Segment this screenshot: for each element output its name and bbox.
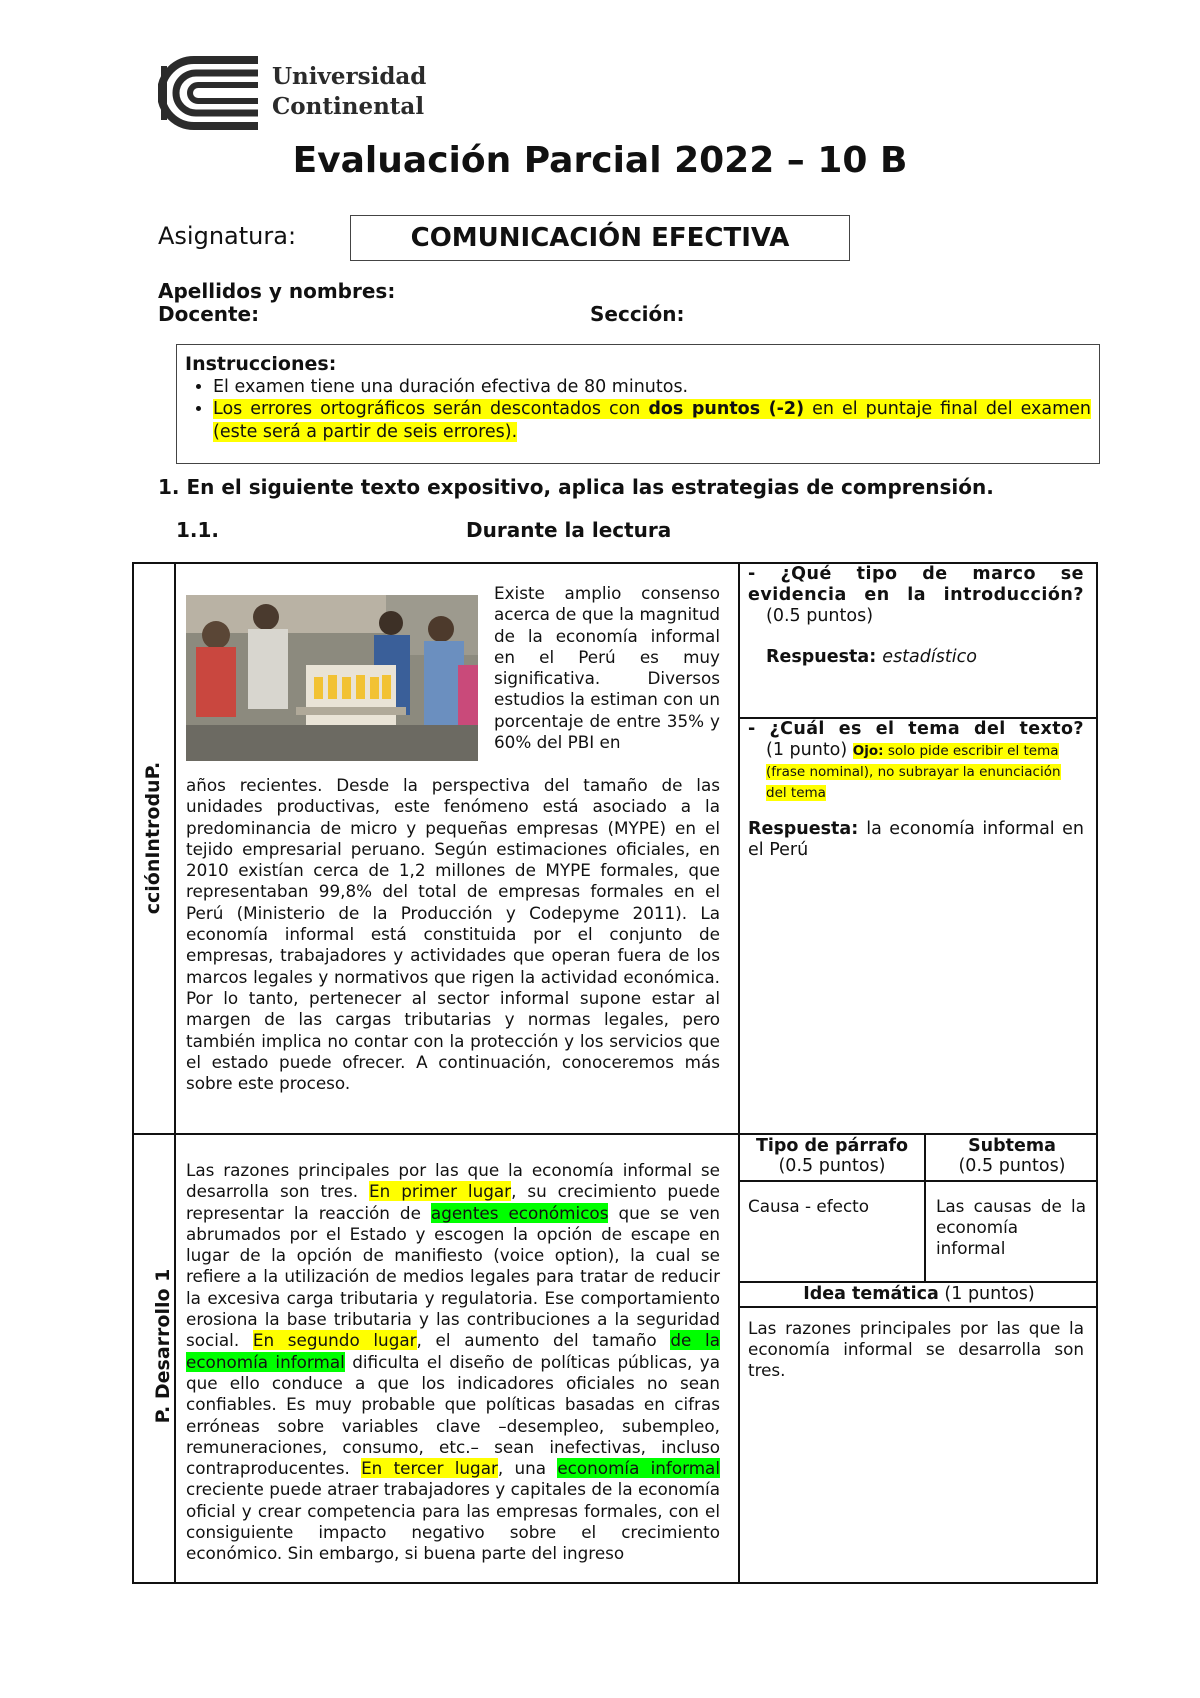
page-title: Evaluación Parcial 2022 – 10 B [292, 140, 908, 181]
tipo-header [740, 1136, 924, 1176]
instructions-box [176, 344, 1100, 464]
logo-line-1: Universidad [272, 63, 427, 90]
tipo-value: Causa - efecto [748, 1196, 870, 1216]
instruction-text: en el puntaje final del examen (este será a partir de seis errores). [213, 399, 1092, 442]
asignatura-value: COMUNICACIÓN EFECTIVA [350, 215, 850, 261]
instruction-item [213, 398, 1091, 443]
answer-marco [748, 647, 1084, 668]
ojo-text: solo pide escribir el tema (frase nominal), no subrayar la enunciación del tema [766, 743, 1061, 801]
table-divider [738, 1281, 1098, 1283]
question-tema-text: - ¿Cuál es el tema del texto? [748, 719, 1084, 739]
docente-label: Docente: [158, 302, 260, 326]
street-vendor-photo [186, 595, 478, 761]
question-marco-text: - ¿Qué tipo de marco se evidencia en la introducción? [748, 564, 1084, 605]
desarrollo-text: , el aumento del tamaño [416, 1330, 671, 1351]
connector-highlight: En primer lugar [369, 1181, 512, 1202]
instructions-list [185, 376, 1091, 444]
referent-highlight: economía informal [557, 1458, 721, 1479]
desarrollo-text: , una [497, 1458, 558, 1479]
table-divider [738, 1180, 1098, 1182]
question-tema-points-text: (1 punto) [766, 740, 853, 760]
answer-tema [748, 819, 1084, 861]
answer-label: Respuesta: [748, 819, 867, 839]
table-divider [738, 1306, 1098, 1308]
answer-label: Respuesta: [766, 647, 883, 667]
desarrollo-text: dificulta el diseño de políticas públicas, ya que ello conduce a que los indicadores oficiales no sean confiables. Es muy probable que políticas basadas en cifras erróneas sobre variables clave –desempleo, subempleo, remuneraciones, consumo, etc.– sean inefectivas, incluso contraproducentes. [186, 1351, 720, 1479]
referent-highlight: de la economía informal [186, 1330, 720, 1372]
instruction-item [213, 376, 1091, 399]
intro-paragraph-wrap: Existe amplio consenso acerca de que la magnitud de la economía informal en el Perú es muy significativa. Diversos estudios la estiman con un porcentaje de entre 35% y 60% del PBI en [494, 583, 720, 753]
connector-highlight: En tercer lugar [361, 1458, 498, 1479]
question-tema-points [748, 740, 1084, 803]
asignatura-label: Asignatura: [158, 222, 297, 250]
idea-header-points: (1 puntos) [938, 1284, 1035, 1304]
logo-line-2: Continental [272, 93, 425, 120]
question-marco-points: (0.5 puntos) [766, 606, 874, 626]
question-tema [748, 719, 1084, 861]
side-label-introduccion: cciónIntroduP. [142, 761, 164, 915]
question-marco [748, 564, 1084, 668]
desarrollo-text: Las razones principales por las que la economía informal se desarrolla son tres. [186, 1160, 720, 1202]
instruction-text: Los errores ortográficos serán descontados con [213, 399, 649, 419]
question-1-1-title: Durante la lectura [466, 518, 672, 542]
desarrollo-text: creciente puede atraer trabajadores y capitales de la economía oficial y crear competencia para las empresas formales, con el consiguiente impacto negativo sobre el crecimiento económico. Sin embargo, si buena parte del ingreso [186, 1479, 720, 1564]
subtema-header-points: (0.5 puntos) [958, 1156, 1066, 1176]
seccion-label: Sección: [590, 302, 685, 326]
referent-highlight: agentes económicos [430, 1202, 609, 1223]
desarrollo-text: , su crecimiento puede representar la reacción de [186, 1181, 721, 1223]
subtema-value: Las causas de la economía informal [936, 1196, 1086, 1258]
tipo-header-title: Tipo de párrafo [755, 1136, 909, 1156]
question-1: 1. En el siguiente texto expositivo, aplica las estrategias de comprensión. [158, 475, 994, 499]
logo-text [272, 62, 426, 122]
idea-header [740, 1284, 1098, 1305]
connector-highlight: En segundo lugar [252, 1330, 417, 1351]
table-divider [738, 562, 740, 1584]
ojo-label: Ojo: [852, 743, 884, 759]
tipo-header-points: (0.5 puntos) [778, 1156, 886, 1176]
answer-tema-value: la economía informal en el Perú [748, 819, 1085, 860]
intro-paragraph: años recientes. Desde la perspectiva del tamaño de las unidades productivas, este fenómeno está asociado a la predominancia de micro y pequeñas empresas (MYPE) en el tejido empresarial peruano. Según estimaciones oficiales, en 2010 existían cerca de 1,2 millones de MYPE formales, que representaban 99,8% del total de empresas formales en el Perú (Ministerio de la Producción y Codepyme 2011). La economía informal está constituida por el conjunto de empresas, trabajadores y actividades que operan fuera de los marcos legales y normativos que rigen la actividad económica. Por lo tanto, pertenecer al sector informal supone estar al margen de las cargas tributarias y normas legales, pero también implica no contar con la protección y los servicios que el estado puede ofrecer. A continuación, conoceremos más sobre este proceso. [186, 775, 720, 1094]
idea-header-title: Idea temática [803, 1284, 939, 1304]
idea-value: Las razones principales por las que la economía informal se desarrolla son tres. [748, 1318, 1084, 1380]
answer-marco-value: estadístico [882, 647, 977, 667]
subtema-header-title: Subtema [968, 1136, 1056, 1156]
instructions-title: Instrucciones: [185, 353, 337, 375]
subtema-header [926, 1136, 1098, 1176]
instruction-text: El examen tiene una duración efectiva de 80 minutos. [213, 376, 689, 397]
side-label-desarrollo: P. Desarrollo 1 [152, 1268, 174, 1424]
instruction-penalty: dos puntos (-2) [648, 399, 805, 419]
desarrollo-paragraph [186, 1160, 720, 1565]
table-divider [132, 1133, 1098, 1135]
question-1-1-number: 1.1. [176, 518, 220, 542]
apellidos-label: Apellidos y nombres: [158, 279, 396, 303]
desarrollo-text: que se ven abrumados por el Estado y escogen la opción de escape en lugar de la opción de manifiesto (voice option), la cual se refiere a la utilización de medios legales para tratar de reducir la excesiva carga tributaria y regulatoria. Ese comportamiento erosiona la base tributaria y las contribuciones a la seguridad social. [186, 1202, 721, 1351]
